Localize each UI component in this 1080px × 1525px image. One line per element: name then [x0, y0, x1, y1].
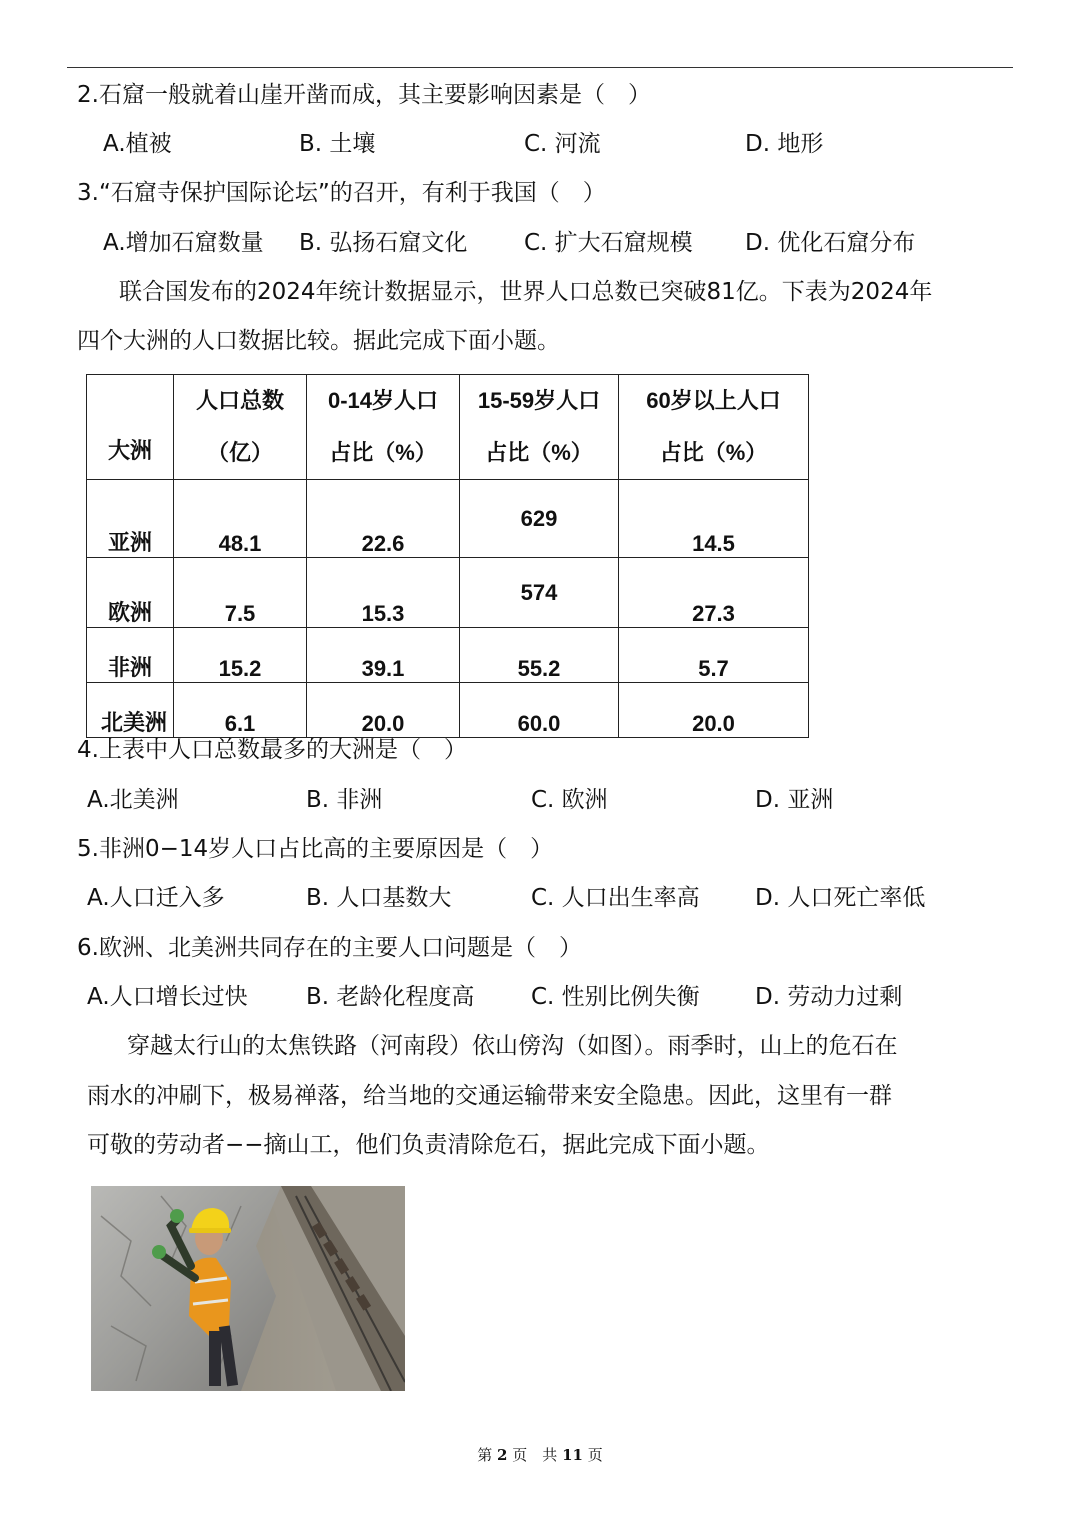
- row-15-59: 629: [460, 480, 619, 558]
- total-page-count: 11: [562, 1446, 583, 1464]
- current-page-number: 2: [497, 1446, 508, 1464]
- row-0-14: 22.6: [307, 480, 460, 558]
- row-total: 6.1: [174, 683, 307, 738]
- header-continent: 大洲: [87, 375, 174, 480]
- question-3-option-a: A.增加石窟数量: [103, 230, 264, 256]
- question-6-option-b: B. 老龄化程度高: [306, 984, 475, 1010]
- row-60-plus: 14.5: [619, 480, 809, 558]
- row-total: 7.5: [174, 558, 307, 628]
- table-row: [87, 480, 809, 558]
- question-4-option-a: A.北美洲: [87, 787, 179, 813]
- question-6-stem: 6.欧洲、北美洲共同存在的主要人口问题是（ ）: [77, 935, 582, 961]
- page-number-footer: 第 2 页 共 11 页: [477, 1446, 603, 1464]
- question-5-option-d: D. 人口死亡率低: [755, 885, 926, 911]
- question-2-stem: 2.石窟一般就着山崖开凿而成，其主要影响因素是（ ）: [77, 82, 651, 108]
- header-age-0-14: 0-14岁人口 占比（%）: [307, 375, 460, 480]
- header-age-15-59: 15-59岁人口 占比（%）: [460, 375, 619, 480]
- row-15-59: 574: [460, 558, 619, 628]
- row-total: 15.2: [174, 628, 307, 683]
- question-5-option-a: A.人口迁入多: [87, 885, 225, 911]
- intro-2-line-2: 雨水的冲刷下，极易禅落，给当地的交通运输带来安全隐患。因此，这里有一群: [87, 1083, 892, 1109]
- question-5-option-b: B. 人口基数大: [306, 885, 452, 911]
- intro-1-line-1: 联合国发布的2024年统计数据显示，世界人口总数已突破81亿。下表为2024年: [119, 279, 933, 305]
- question-2-option-b: B. 土壤: [299, 131, 376, 157]
- question-3-option-b: B. 弘扬石窟文化: [299, 230, 468, 256]
- row-15-59: 55.2: [460, 628, 619, 683]
- row-total: 48.1: [174, 480, 307, 558]
- question-2-option-a: A.植被: [103, 131, 172, 157]
- row-15-59: 60.0: [460, 683, 619, 738]
- table-row: [87, 558, 809, 628]
- intro-2-line-1: 穿越太行山的太焦铁路（河南段）依山傍沟（如图）。雨季时，山上的危石在: [127, 1033, 898, 1059]
- question-3-option-c: C. 扩大石窟规模: [524, 230, 693, 256]
- question-4-option-b: B. 非洲: [306, 787, 383, 813]
- question-2-option-c: C. 河流: [524, 131, 601, 157]
- intro-1-line-2: 四个大洲的人口数据比较。据此完成下面小题。: [77, 328, 560, 354]
- row-continent: 非洲: [87, 628, 174, 683]
- row-0-14: 20.0: [307, 683, 460, 738]
- question-3-stem: 3.“石窟寺保护国际论坛”的召开，有利于我国（ ）: [77, 180, 606, 206]
- population-table: [86, 374, 809, 738]
- table-row: [87, 628, 809, 683]
- question-4-stem: 4.上表中人口总数最多的大洲是（ ）: [77, 737, 467, 763]
- question-6-option-d: D. 劳动力过剩: [755, 984, 903, 1010]
- row-continent: 亚洲: [87, 480, 174, 558]
- row-60-plus: 5.7: [619, 628, 809, 683]
- question-2-option-d: D. 地形: [745, 131, 824, 157]
- intro-2-line-3: 可敬的劳动者−−摘山工，他们负责清除危石，据此完成下面小题。: [87, 1132, 770, 1158]
- header-total-population: 人口总数 （亿）: [174, 375, 307, 480]
- row-continent: 北美洲: [87, 683, 174, 738]
- row-continent: 欧洲: [87, 558, 174, 628]
- header-age-60-plus: 60岁以上人口 占比（%）: [619, 375, 809, 480]
- table-row: [87, 683, 809, 738]
- question-6-option-a: A.人口增长过快: [87, 984, 248, 1010]
- row-0-14: 15.3: [307, 558, 460, 628]
- row-60-plus: 27.3: [619, 558, 809, 628]
- question-4-option-d: D. 亚洲: [755, 787, 834, 813]
- question-3-option-d: D. 优化石窟分布: [745, 230, 916, 256]
- row-60-plus: 20.0: [619, 683, 809, 738]
- question-5-stem: 5.非洲0−14岁人口占比高的主要原因是（ ）: [77, 836, 554, 862]
- question-4-option-c: C. 欧洲: [531, 787, 608, 813]
- header-rule: [67, 67, 1013, 68]
- cliff-worker-photo: [91, 1186, 405, 1391]
- question-6-option-c: C. 性别比例失衡: [531, 984, 700, 1010]
- table-header-row: [87, 375, 809, 480]
- row-0-14: 39.1: [307, 628, 460, 683]
- question-5-option-c: C. 人口出生率高: [531, 885, 700, 911]
